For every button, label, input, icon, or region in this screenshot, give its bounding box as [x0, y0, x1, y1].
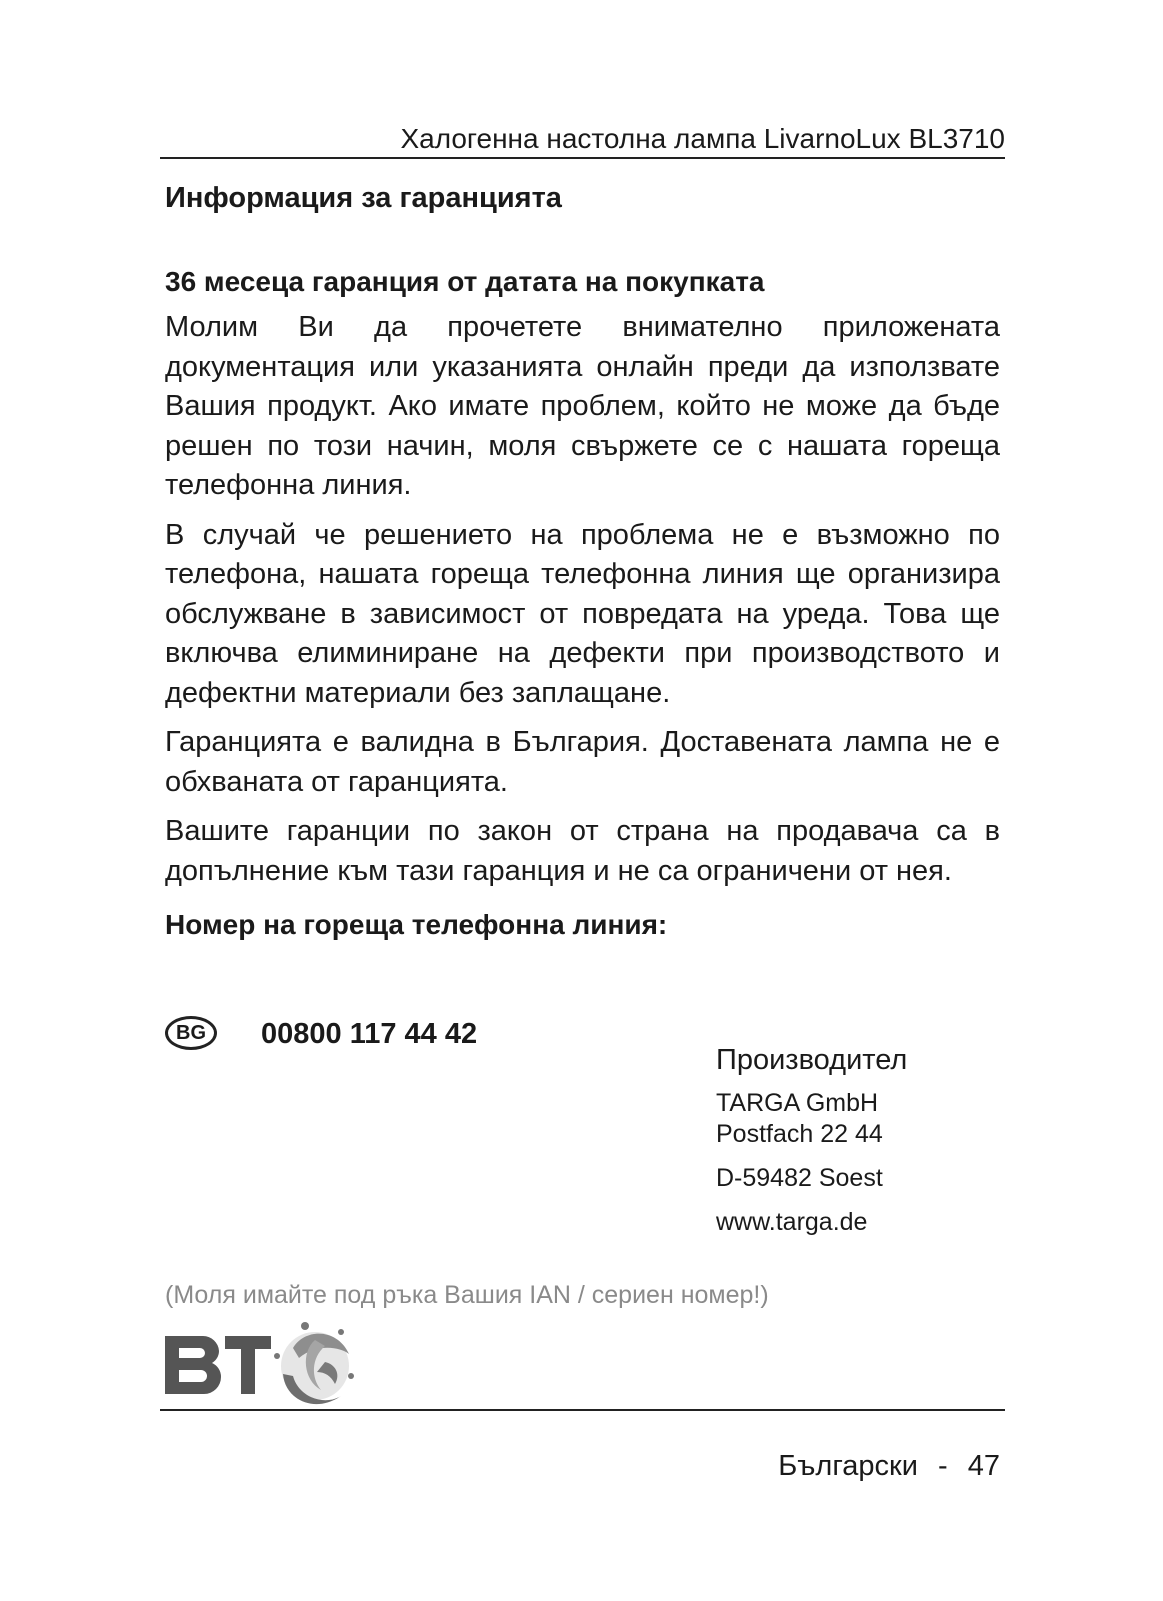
serial-note: (Моля имайте под ръка Вашия IAN / сериен номер!) — [165, 1281, 769, 1309]
page-number: 47 — [967, 1450, 1000, 1482]
hotline-number: 00800 117 44 42 — [261, 1018, 478, 1050]
page-footer — [160, 1448, 1000, 1484]
manufacturer-website: www.targa.de — [716, 1208, 868, 1236]
globe-icon — [274, 1322, 354, 1404]
paragraph: Гаранцията е валидна в България. Доставената лампа не е обхваната от гаранцията. — [165, 726, 1000, 798]
manufacturer-city: D-59482 Soest — [716, 1164, 883, 1192]
running-header: Халогенна настолна лампа LivarnoLux BL3710 — [400, 123, 1005, 154]
manufacturer-postbox: Postfach 22 44 — [716, 1120, 883, 1148]
paragraph: Молим Ви да прочетете внимателно приложената документация или указанията онлайн преди да използвате Вашия продукт. Ако имате проблем, който не може да бъде решен по този начин, моля свържете се с нашата гореща телефонна линия. — [165, 311, 1000, 501]
country-badge: BG — [165, 1016, 217, 1050]
main-content — [165, 178, 1000, 945]
bt-logo — [165, 1318, 365, 1428]
section-title: Информация за гаранцията — [165, 182, 562, 214]
footer-rule — [160, 1409, 1005, 1411]
section-subtitle: 36 месеца гаранция от датата на покупката — [165, 266, 765, 297]
paragraph: Вашите гаранции по закон от страна на продавача са в допълнение към тази гаранция и не са ограничени от нея. — [165, 815, 1000, 887]
bt-letters-icon — [165, 1336, 271, 1394]
footer-language: Български — [778, 1450, 918, 1482]
hotline-title: Номер на гореща телефонна линия: — [165, 909, 668, 940]
footer-separator: - — [938, 1450, 948, 1482]
header-rule — [160, 157, 1005, 159]
paragraph: В случай че решението на проблема не е възможно по телефона, нашата гореща телефонна линия ще организира обслужване в зависимост от повредата на уреда. Това ще включва елиминиране на дефекти при производството и дефектни материали без заплащане. — [165, 518, 1000, 709]
manufacturer-company: TARGA GmbH — [716, 1089, 879, 1117]
manufacturer-block — [716, 1040, 1016, 1238]
manufacturer-title: Производител — [716, 1044, 908, 1076]
